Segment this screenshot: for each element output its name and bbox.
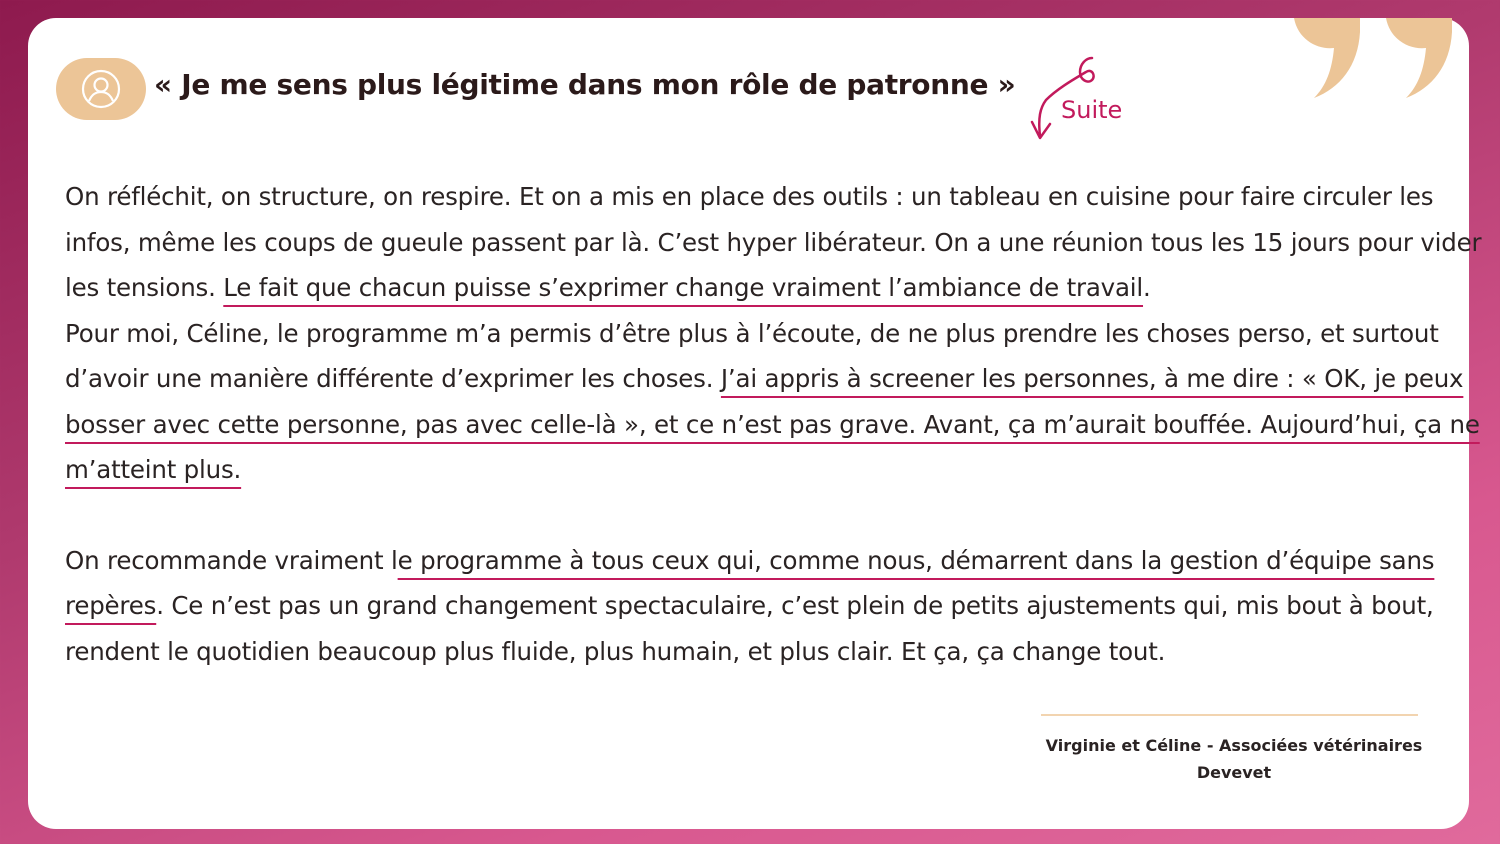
signature-authors: Virginie et Céline - Associées vétérinaires (1045, 736, 1423, 755)
text-segment: On réfléchit, on structure, on respire. Et on a mis en place des outils : un tableau en cuisine pour faire circuler les infos, même les coups de gueule passent par là. C’est hyper libérateur. On a une réunion tous les 15 jours pour vider les tensions. (65, 182, 1482, 302)
paragraph (65, 538, 1500, 675)
highlighted-text: Le fait que chacun puisse s’exprimer change vraiment l’ambiance de travail (223, 273, 1144, 302)
testimonial-card (28, 18, 1482, 829)
paragraph (65, 311, 1500, 493)
text-segment: On recommande vraiment l (65, 545, 398, 575)
testimonial-header (56, 58, 1056, 120)
quotation-marks-icon (1290, 18, 1470, 118)
avatar (56, 58, 146, 120)
signature-company: Devevet (1196, 763, 1272, 782)
divider (1041, 714, 1418, 716)
suite-indicator (1028, 56, 1138, 146)
user-icon (81, 69, 121, 109)
text-segment: . Ce n’est pas un grand changement spectaculaire, c’est plein de petits ajustements qui, mis bout à bout, rendent le quotidien beaucoup plus fluide, plus humain, et plus clair. Et ça, ça change tout. (65, 591, 1434, 666)
highlighted-text: e programme à tous ceux qui, comme nous, démarrent dans la gestion d’équipe sans repères (65, 545, 1435, 620)
text-segment: . (1143, 273, 1151, 302)
testimonial-body (65, 174, 1500, 674)
text-segment: Pour moi, Céline, le programme m’a permis d’être plus à l’écoute, de ne plus prendre les choses perso, et surtout d’avoir une manière différente d’exprimer les choses. (65, 318, 1439, 393)
suite-label: Suite (1061, 96, 1123, 124)
page-title: « Je me sens plus légitime dans mon rôle de patronne » (154, 68, 1016, 101)
signature (1041, 732, 1427, 786)
highlighted-text: J’ai appris à screener les personnes, à me dire : « OK, je peux bosser avec cette personne, pas avec celle-là », et ce n’est pas grave. Avant, ça m’aurait bouffée. Aujourd’hui, ça ne m’atteint plus. (65, 364, 1480, 484)
paragraph (65, 174, 1500, 311)
